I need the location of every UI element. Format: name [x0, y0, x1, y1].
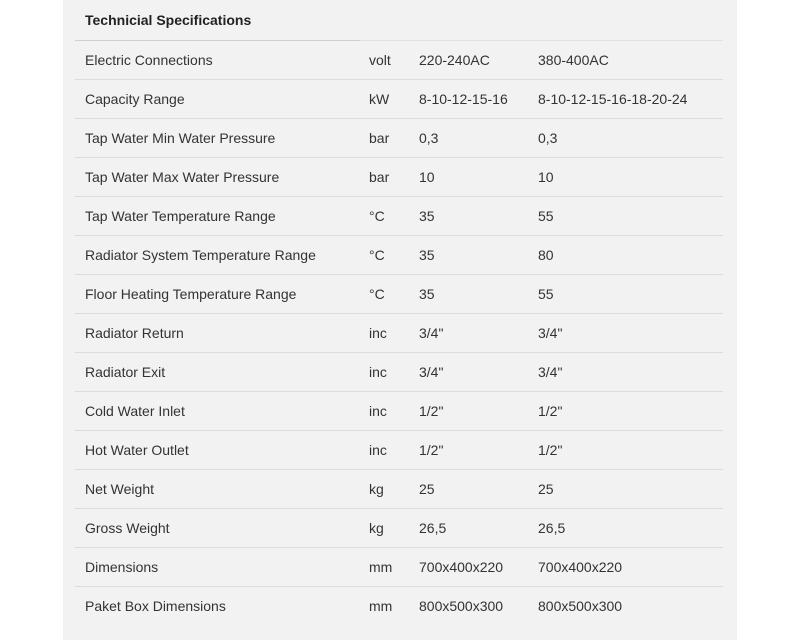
- row-value-2: 55: [534, 197, 723, 236]
- row-unit: inc: [360, 392, 412, 431]
- row-unit: bar: [360, 158, 412, 197]
- row-value-2: 1/2": [534, 431, 723, 470]
- table-row: [75, 158, 723, 197]
- row-label: Electric Connections: [75, 41, 360, 80]
- row-value-2: 26,5: [534, 509, 723, 548]
- row-value-2: 3/4": [534, 314, 723, 353]
- row-value-1: 1/2": [412, 431, 534, 470]
- row-value-2: 55: [534, 275, 723, 314]
- table-row: [75, 470, 723, 509]
- row-label: Tap Water Temperature Range: [75, 197, 360, 236]
- row-label: Radiator Return: [75, 314, 360, 353]
- row-label: Capacity Range: [75, 80, 360, 119]
- row-value-2: 700x400x220: [534, 548, 723, 587]
- row-unit: °C: [360, 275, 412, 314]
- table-row: [75, 431, 723, 470]
- header-blank: [360, 0, 723, 41]
- row-value-1: 700x400x220: [412, 548, 534, 587]
- row-unit: bar: [360, 119, 412, 158]
- table-row: [75, 119, 723, 158]
- row-value-1: 35: [412, 275, 534, 314]
- row-unit: inc: [360, 353, 412, 392]
- row-unit: mm: [369, 598, 393, 614]
- specifications-table: [75, 0, 723, 625]
- row-value-2: 380-400AC: [534, 41, 723, 80]
- row-unit: °C: [360, 197, 412, 236]
- row-unit: inc: [360, 431, 412, 470]
- row-value-2: 8-10-12-15-16-18-20-24: [534, 80, 723, 119]
- row-unit: volt: [360, 41, 412, 80]
- row-value-1: 1/2": [412, 392, 534, 431]
- row-label: Gross Weight: [75, 509, 360, 548]
- row-value-1: 26,5: [412, 509, 534, 548]
- table-row: [75, 197, 723, 236]
- row-label: Radiator Exit: [75, 353, 360, 392]
- row-value-1: 35: [412, 197, 534, 236]
- table-header-row: [75, 0, 723, 41]
- table-row: [75, 275, 723, 314]
- table-row: [75, 509, 723, 548]
- row-value-2: 800x500x300: [538, 598, 623, 614]
- row-value-1: 800x500x300: [419, 598, 504, 614]
- table-row: [75, 392, 723, 431]
- table-row: [75, 587, 723, 626]
- row-label: Floor Heating Temperature Range: [75, 275, 360, 314]
- table-body: [75, 41, 723, 626]
- row-unit: inc: [360, 314, 412, 353]
- row-value-2: 25: [534, 470, 723, 509]
- row-value-1: 8-10-12-15-16: [412, 80, 534, 119]
- row-value-2: 1/2": [534, 392, 723, 431]
- table-row: [75, 41, 723, 80]
- row-value-1: 3/4": [412, 353, 534, 392]
- row-unit: kg: [360, 509, 412, 548]
- row-value-1: 35: [412, 236, 534, 275]
- table-row: [75, 80, 723, 119]
- row-unit: kW: [360, 80, 412, 119]
- row-value-2: 0,3: [534, 119, 723, 158]
- row-value-2: 3/4": [534, 353, 723, 392]
- row-value-1: 3/4": [412, 314, 534, 353]
- table-row: [75, 548, 723, 587]
- row-label: Tap Water Max Water Pressure: [75, 158, 360, 197]
- row-value-1: 0,3: [412, 119, 534, 158]
- table-row: [75, 236, 723, 275]
- row-label: Hot Water Outlet: [75, 431, 360, 470]
- row-label: Net Weight: [75, 470, 360, 509]
- row-value-1: 220-240AC: [412, 41, 534, 80]
- row-unit: kg: [360, 470, 412, 509]
- row-unit: mm: [360, 548, 412, 587]
- row-label: Tap Water Min Water Pressure: [75, 119, 360, 158]
- row-value-2: 80: [534, 236, 723, 275]
- row-label: Radiator System Temperature Range: [75, 236, 360, 275]
- row-value-2: 10: [534, 158, 723, 197]
- table-row: [75, 353, 723, 392]
- row-value-1: 25: [412, 470, 534, 509]
- table-row: [75, 314, 723, 353]
- row-unit: °C: [360, 236, 412, 275]
- row-label: Paket Box Dimensions: [85, 598, 226, 614]
- row-label: Dimensions: [75, 548, 360, 587]
- table-title: Technicial Specifications: [75, 0, 360, 41]
- row-label: Cold Water Inlet: [75, 392, 360, 431]
- row-value-1: 10: [412, 158, 534, 197]
